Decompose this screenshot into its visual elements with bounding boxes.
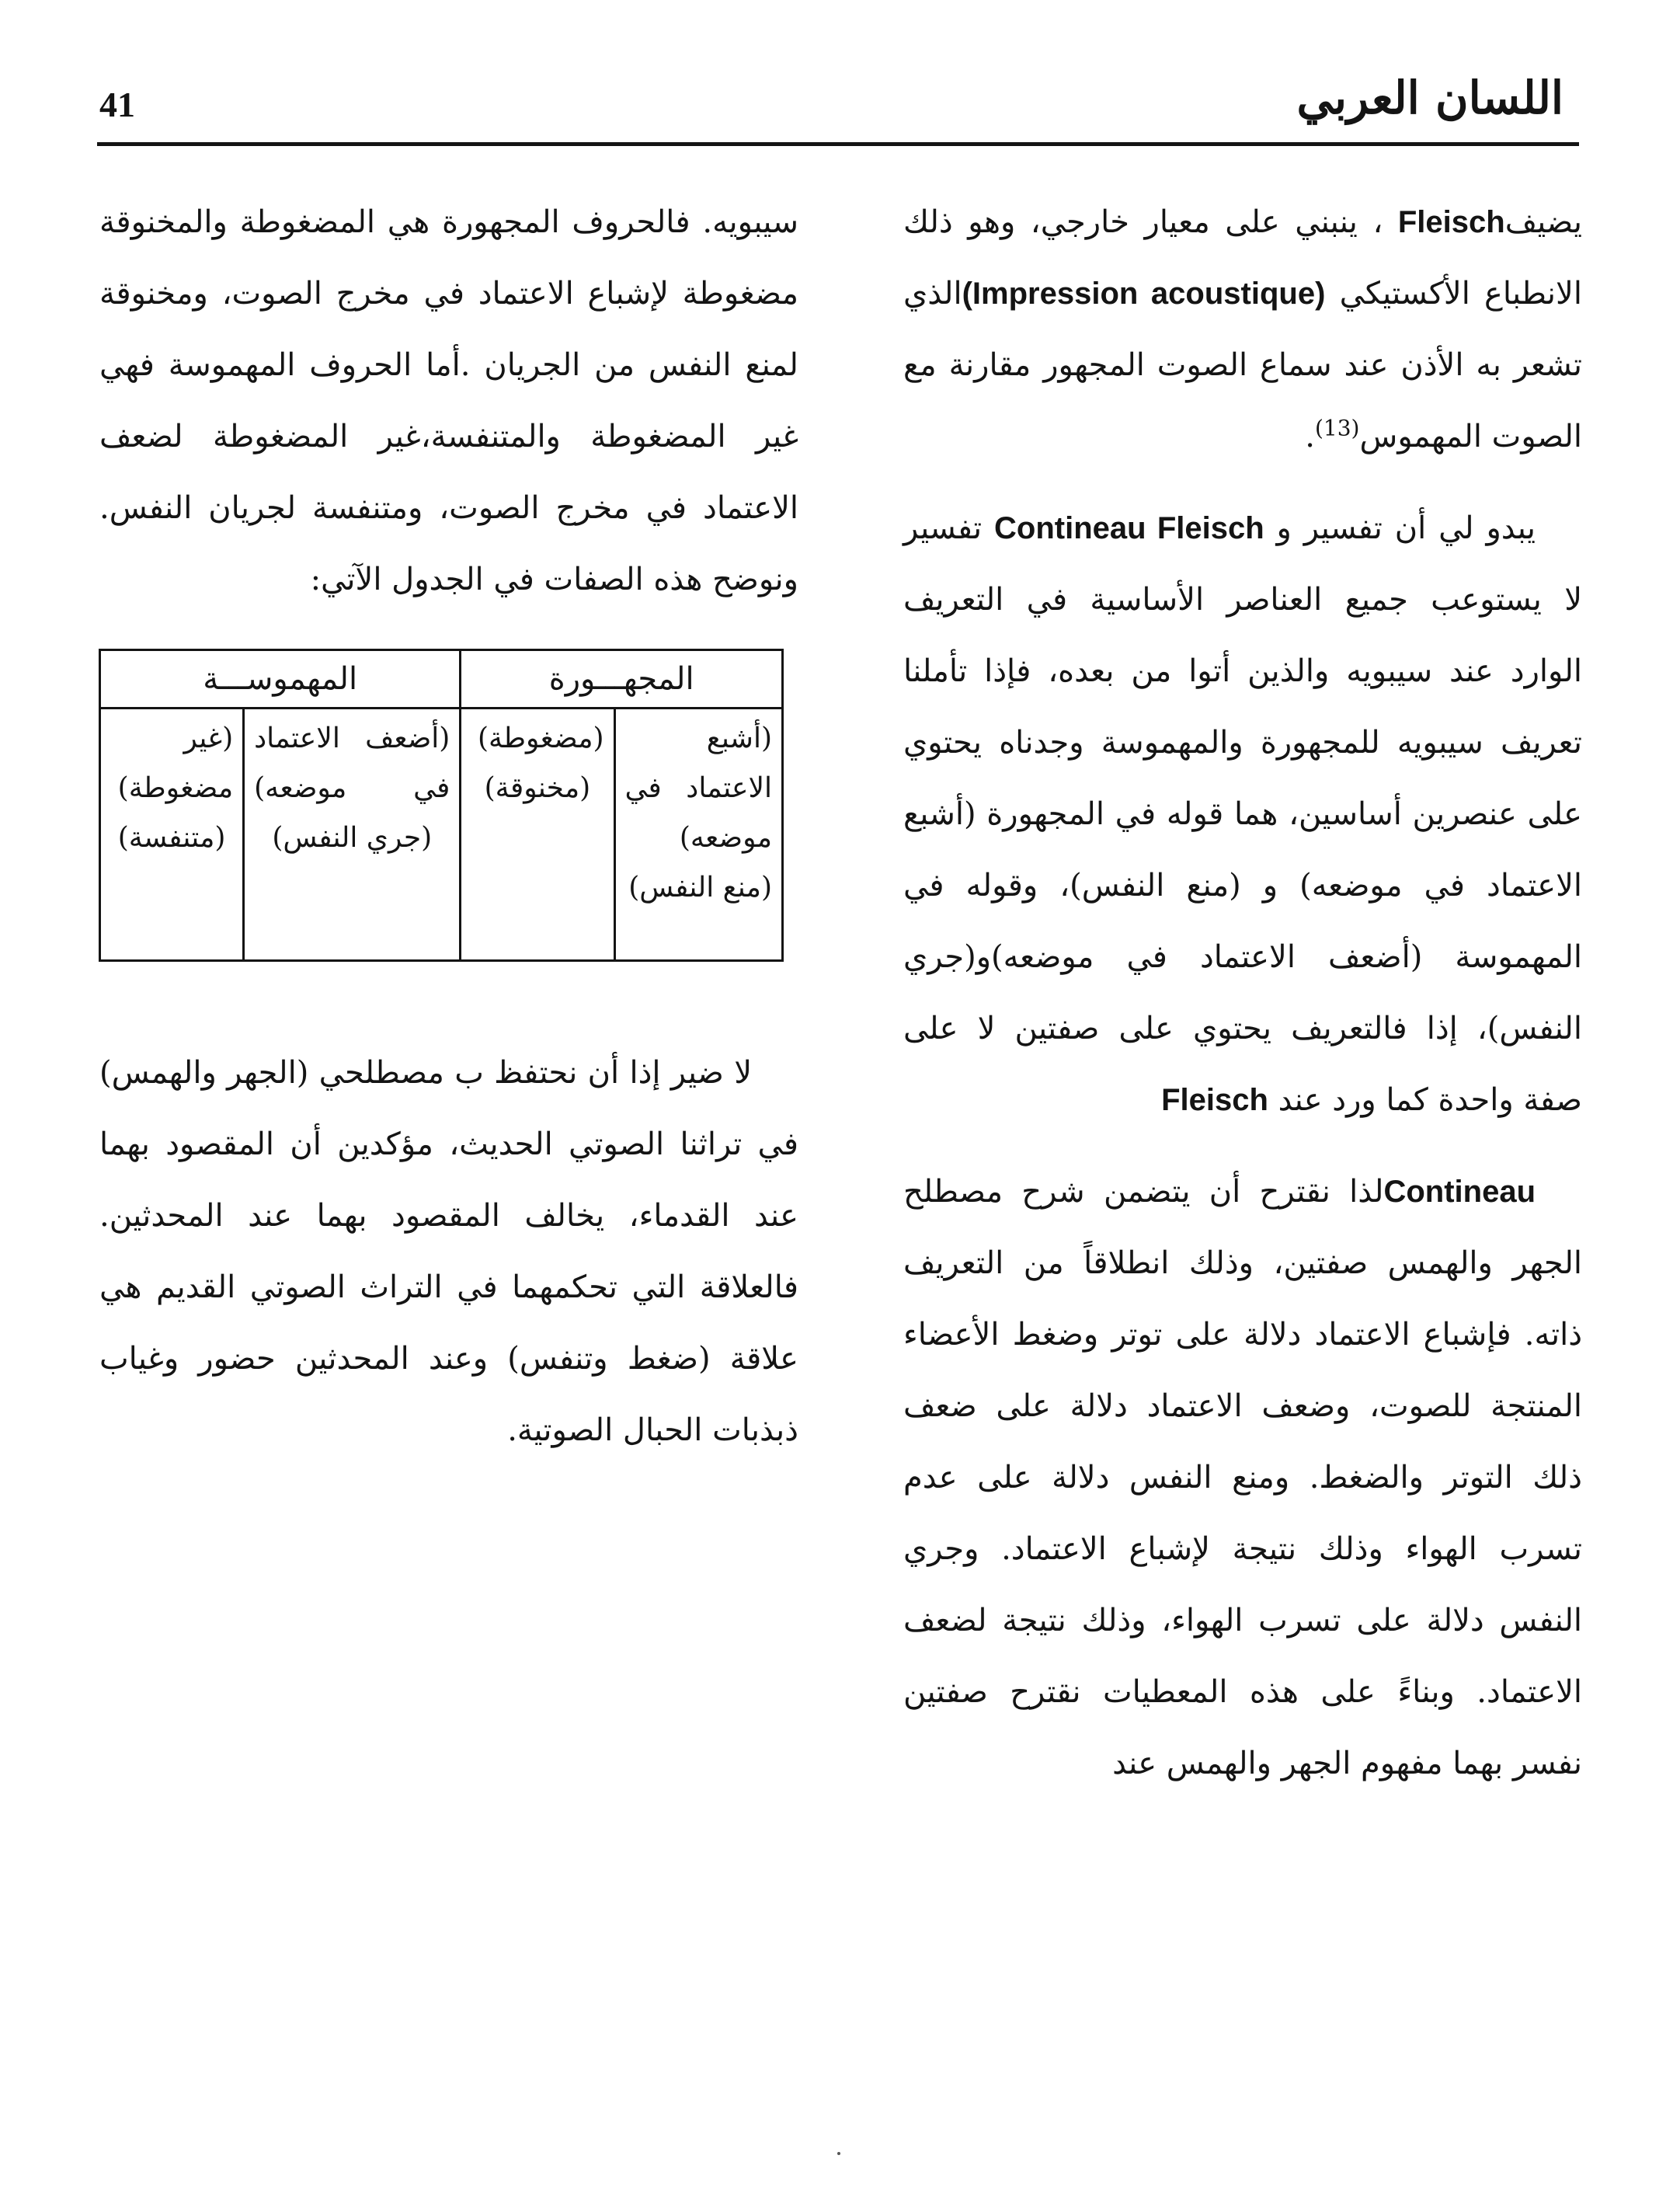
left-column-top xyxy=(99,186,798,615)
paragraph-3-text: لذا نقترح أن يتضمن شرح مصطلح الجهر والهمس صفتين، وذلك انطلاقاً من التعريف ذاته. فإشباع الاعتماد دلالة على توتر وضغط الأعضاء المنتجة للصوت، وضعف الاعتماد دلالة على ضعف ذلك التوتر والضغط. ومنع النفس دلالة على عدم تسرب الهواء وذلك نتيجة لإشباع الاعتماد. وجري النفس دلالة على تسرب الهواء، وذلك نتيجة لضعف الاعتماد. وبناءً على هذه المعطيات نقترح صفتين نفسر بهما مفهوم الجهر والهمس عند xyxy=(903,1174,1583,1781)
paragraph-1-text-c: الذي تشعر به الأذن عند سماع الصوت المجهور مقارنة مع الصوت المهموس xyxy=(903,276,1582,454)
paragraph-2-text-b: تفسير لا يستوعب جميع العناصر الأساسية في التعريف الوارد عند سيبويه والذين أتوا من بعده، فإذا تأملنا تعريف سيبويه للمجهورة والمهموسة وجدناه يحتوي على عنصرين أساسين، هما قوله في المجهورة (أشبع الاعتماد في موضعه) و (منع النفس)، وقوله في المهموسة (أضعف الاعتماد في موضعه)و(جري النفس)، إذا فالتعريف يحتوي على صفتين لا على صفة واحدة كما ورد عند xyxy=(903,510,1583,1118)
paragraph-1-text-b: ، ينبني على معيار خارجي، وهو ذلك الانطباع الأكستيكي xyxy=(903,204,1582,312)
table-header-row xyxy=(100,650,783,709)
header-rule xyxy=(97,142,1579,146)
term-contineau-fleisch: Contineau Fleisch xyxy=(994,511,1264,545)
term-impression-acoustique: (Impression acoustique) xyxy=(962,277,1326,311)
right-column xyxy=(903,186,1582,1799)
table-cell: (أشبع الاعتماد في موضعه) (منع النفس) xyxy=(614,709,782,961)
paragraph-3 xyxy=(903,1156,1582,1799)
table-cell: (أضعف الاعتماد في موضعه) (جري النفس) xyxy=(244,709,461,961)
left-column-bottom xyxy=(99,1037,798,1466)
table-header-voiced: المجهـــورة xyxy=(461,650,783,709)
footnote-marker: (13) xyxy=(1314,415,1360,441)
paragraph-1-text-a: يضيف xyxy=(1504,204,1582,240)
paragraph-5: لا ضير إذا أن نحتفظ ب مصطلحي (الجهر والهمس) في تراثنا الصوتي الحديث، مؤكدين أن المقصود بهما عند القدماء، يخالف المقصود بهما عند المحدثين. فالعلاقة التي تحكمهما في التراث الصوتي القديم هي علاقة (ضغط وتنفس) وعند المحدثين حضور وغياب ذبذبات الحبال الصوتية. xyxy=(99,1055,799,1448)
table-row xyxy=(100,709,783,961)
journal-logo: اللسان العربي xyxy=(1296,71,1563,124)
paragraph-2-text-a: يبدو لي أن تفسير و xyxy=(1264,510,1536,546)
page-number: 41 xyxy=(99,85,135,124)
paragraph-2 xyxy=(903,493,1582,1136)
term-contineau: Contineau xyxy=(1383,1175,1536,1209)
paragraph-1 xyxy=(903,186,1582,472)
scan-speck xyxy=(837,2152,840,2155)
term-fleisch: Fleisch xyxy=(1397,205,1505,239)
table-header-voiceless: المهموســـة xyxy=(100,650,461,709)
table-cell: (غير مضغوطة) (متنفسة) xyxy=(100,709,244,961)
feature-table xyxy=(99,649,784,962)
paragraph-4: سيبويه. فالحروف المجهورة هي المضغوطة والمخنوقة مضغوطة لإشباع الاعتماد في مخرج الصوت، ومخنوقة لمنع النفس من الجريان .أما الحروف المهموسة فهي غير المضغوطة والمتنفسة،غير المضغوطة لضعف الاعتماد في مخرج الصوت، ومتنفسة لجريان النفس. ونوضح هذه الصفات في الجدول الآتي: xyxy=(99,204,798,597)
table-cell: (مضغوطة) (مخنوقة) xyxy=(461,709,614,961)
paragraph-1-end: . xyxy=(1305,419,1315,454)
term-fleisch-2: Fleisch xyxy=(1161,1083,1268,1117)
